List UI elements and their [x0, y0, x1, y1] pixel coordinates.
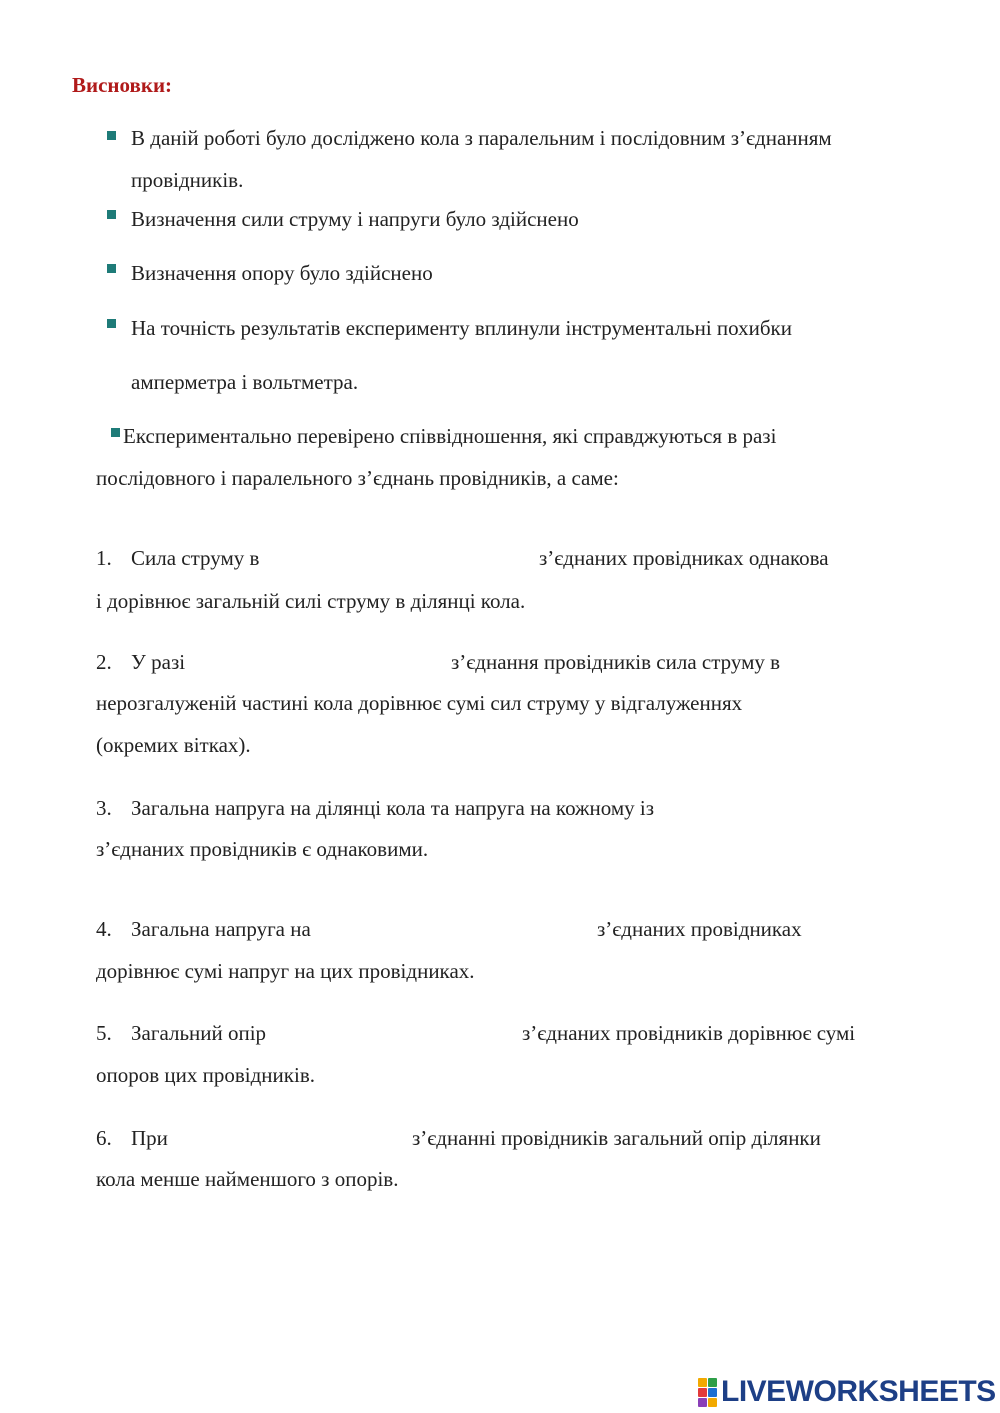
bullet-square-icon [107, 319, 116, 328]
page-title: Висновки: [72, 73, 173, 97]
item-text-continued: і дорівнює загальній силі струму в ділянці кола. [96, 589, 526, 613]
item-text-continued: (окремих вітках). [96, 733, 251, 757]
item-text: Загальний опір [131, 1021, 267, 1045]
item-number: 4. [96, 917, 112, 941]
blank-input-4[interactable] [290, 1020, 519, 1048]
item-number: 5. [96, 1021, 112, 1045]
item-text-continued: дорівнює сумі напруг на цих провідниках. [96, 959, 475, 983]
item-number: 3. [96, 796, 112, 820]
item-text-continued: з’єднаних провідників є однаковими. [96, 837, 429, 861]
item-number: 2. [96, 650, 112, 674]
item-text-continued: нерозгалуженій частині кола дорівнює сумі сил струму у відгалуженнях [96, 691, 743, 715]
bullet-text: В даній роботі було досліджено кола з паралельним і послідовним з’єднанням [131, 126, 832, 150]
blank-input-5[interactable] [180, 1125, 409, 1153]
item-text-continued: кола менше найменшого з опорів. [96, 1167, 399, 1191]
liveworksheets-logo [698, 1376, 996, 1408]
logo-blocks-icon [698, 1378, 717, 1407]
bullet-text: На точність результатів експерименту вплинули інструментальні похибки [131, 316, 792, 340]
bullet-text: Експериментально перевірено співвідношення, які справджуються в разі [123, 424, 777, 448]
blank-input-1[interactable] [285, 545, 534, 573]
item-text: У разі [131, 650, 186, 674]
bullet-square-icon [111, 428, 120, 437]
item-number: 1. [96, 546, 112, 570]
bullet-text: Визначення сили струму і напруги було здійснено [131, 207, 579, 231]
item-text: Загальна напруга на [131, 917, 311, 941]
item-number: 6. [96, 1126, 112, 1150]
blank-input-3[interactable] [340, 916, 594, 944]
item-text: При [131, 1126, 168, 1150]
item-text: з’єднанні провідників загальний опір ділянки [412, 1126, 821, 1150]
logo-text: LIVEWORKSHEETS [721, 1375, 996, 1408]
item-text: з’єднаних провідниках однакова [539, 546, 829, 570]
bullet-text-continued: амперметра і вольтметра. [131, 370, 359, 394]
bullet-text: Визначення опору було здійснено [131, 261, 433, 285]
item-text: з’єднаних провідниках [597, 917, 802, 941]
bullet-text-continued: послідовного і паралельного з’єднань провідників, а саме: [96, 466, 619, 490]
bullet-square-icon [107, 210, 116, 219]
blank-input-2[interactable] [200, 649, 449, 677]
bullet-square-icon [107, 131, 116, 140]
item-text: з’єднання провідників сила струму в [451, 650, 781, 674]
item-text: з’єднаних провідників дорівнює сумі [522, 1021, 856, 1045]
item-text-continued: опоров цих провідників. [96, 1063, 315, 1087]
bullet-square-icon [107, 264, 116, 273]
item-text: Сила струму в [131, 546, 260, 570]
bullet-text-continued: провідників. [131, 168, 244, 192]
item-text: Загальна напруга на ділянці кола та напруга на кожному із [131, 796, 655, 820]
